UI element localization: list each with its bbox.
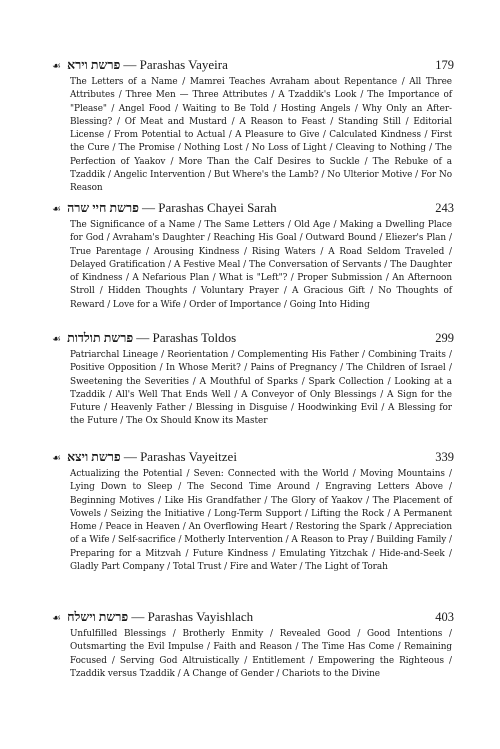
- entry-title: — Parashas Toldos: [136, 330, 237, 345]
- entry-title: — Parashas Vayeira: [123, 57, 228, 72]
- page-number: 243: [435, 201, 454, 215]
- toc-entry-header: [52, 448, 452, 466]
- page-number: 179: [435, 58, 454, 72]
- topic-list: Actualizing the Potential / Seven: Connected with the World / Moving Mountains / Lying Down to Sleep / The Second Time Around / Engraving Letters Above / Beginning Motives / Like His Grandfather / The Glory of Yaakov / The Placement of Vowels / Seizing the Initiative / Long-Term Support / Lifting the Rock / A Permanent Home / Peace in Heaven / An Overflowing Heart / Restoring the Spark / Appreciation of a Wife / Self-sacrifice / Motherly Intervention / A Reason to Pray / Building Family / Preparing for a Mitzvah / Future Kindness / Emulating Yitzchak / Hide-and-Seek / Gladly Part Company / Total Trust / Fire and Water / The Light of Torah: [70, 469, 452, 573]
- page-number: 299: [435, 331, 454, 345]
- page-number: 339: [435, 450, 454, 464]
- entry-title: — Parashas Vayeitzei: [123, 449, 237, 464]
- topic-list: Unfulfilled Blessings / Brotherly Enmity / Revealed Good / Good Intentions / Outsmarting the Evil Impulse / Faith and Reason / The Time Has Come / Remaining Focused / Serving God Altruistically / Entitlement / Empowering the Righteous / Tzaddik versus Tzaddik / A Change of Gender / Chariots to the Divine: [70, 629, 452, 679]
- hebrew-title: פרשת וירא: [67, 58, 121, 72]
- toc-entry-header: [52, 608, 452, 626]
- toc-entry-header: [52, 56, 452, 74]
- topic-list: Patriarchal Lineage / Reorientation / Complementing His Father / Combining Traits / Positive Opposition / In Whose Merit? / Pains of Pregnancy / The Children of Israel / Sweetening the Severities / A Mouthful of Sparks / Spark Collection / Looking at a Tzaddik / All's Well That Ends Well / A Conveyor of Only Blessings / A Sign for the Future / Heavenly Father / Blessing in Disguise / Hoodwinking Evil / A Blessing for the Future / The Ox Should Know its Master: [70, 350, 452, 427]
- fleuron-icon: ☙: [52, 453, 61, 464]
- topic-list: The Letters of a Name / Mamrei Teaches Avraham about Repentance / All Three Attributes / Three Men — Three Attributes / A Tzaddik's Look / The Importance of "Please" / Angel Food / Waiting to Be Told / Hosting Angels / Why Only an After-Blessing? / Of Meat and Mustard / A Reason to Feast / Standing Still / Editorial License / From Potential to Actual / A Pleasure to Give / Calculated Kindness / First the Cure / The Promise / Nothing Lost / No Loss of Light / Cleaving to Nothing / The Perfection of Yaakov / More Than the Calf Desires to Suckle / The Rebuke of a Tzaddik / Angelic Intervention / But Where's the Lamb? / No Ulterior Motive / For No Reason: [70, 77, 452, 194]
- fleuron-icon: ☙: [52, 334, 61, 345]
- fleuron-icon: ☙: [52, 204, 61, 215]
- fleuron-icon: ☙: [52, 613, 61, 624]
- toc-entry-header: [52, 199, 452, 217]
- hebrew-title: פרשת תולדות: [67, 331, 134, 345]
- topic-list: The Significance of a Name / The Same Letters / Old Age / Making a Dwelling Place for God / Avraham's Daughter / Reaching His Goal / Outward Bound / Eliezer's Plan / True Parentage / Arousing Kindness / Rising Waters / A Road Seldom Traveled / Delayed Gratification / A Festive Meal / The Conversation of Servants / The Daughter of Kindness / A Nefarious Plan / What is "Left"? / Proper Submission / An Afternoon Stroll / Hidden Thoughts / Voluntary Prayer / A Gracious Gift / No Thoughts of Reward / Love for a Wife / Order of Importance / Going Into Hiding: [70, 220, 452, 310]
- toc-entry-header: [52, 329, 452, 347]
- toc-entry-vayeira: [52, 56, 452, 196]
- hebrew-title: פרשת ויצא: [67, 450, 121, 464]
- hebrew-title: פרשת וישלח: [67, 610, 129, 624]
- toc-entry-toldos: [52, 329, 452, 429]
- toc-entry-vayishlach: [52, 608, 452, 681]
- fleuron-icon: ☙: [52, 61, 61, 72]
- page-number: 403: [435, 610, 454, 624]
- toc-entry-chayei-sarah: [52, 199, 452, 312]
- toc-entry-vayeitzei: [52, 448, 452, 574]
- entry-title: — Parashas Vayishlach: [131, 609, 254, 624]
- hebrew-title: פרשת חיי שרה: [67, 201, 139, 215]
- entry-title: — Parashas Chayei Sarah: [142, 200, 277, 215]
